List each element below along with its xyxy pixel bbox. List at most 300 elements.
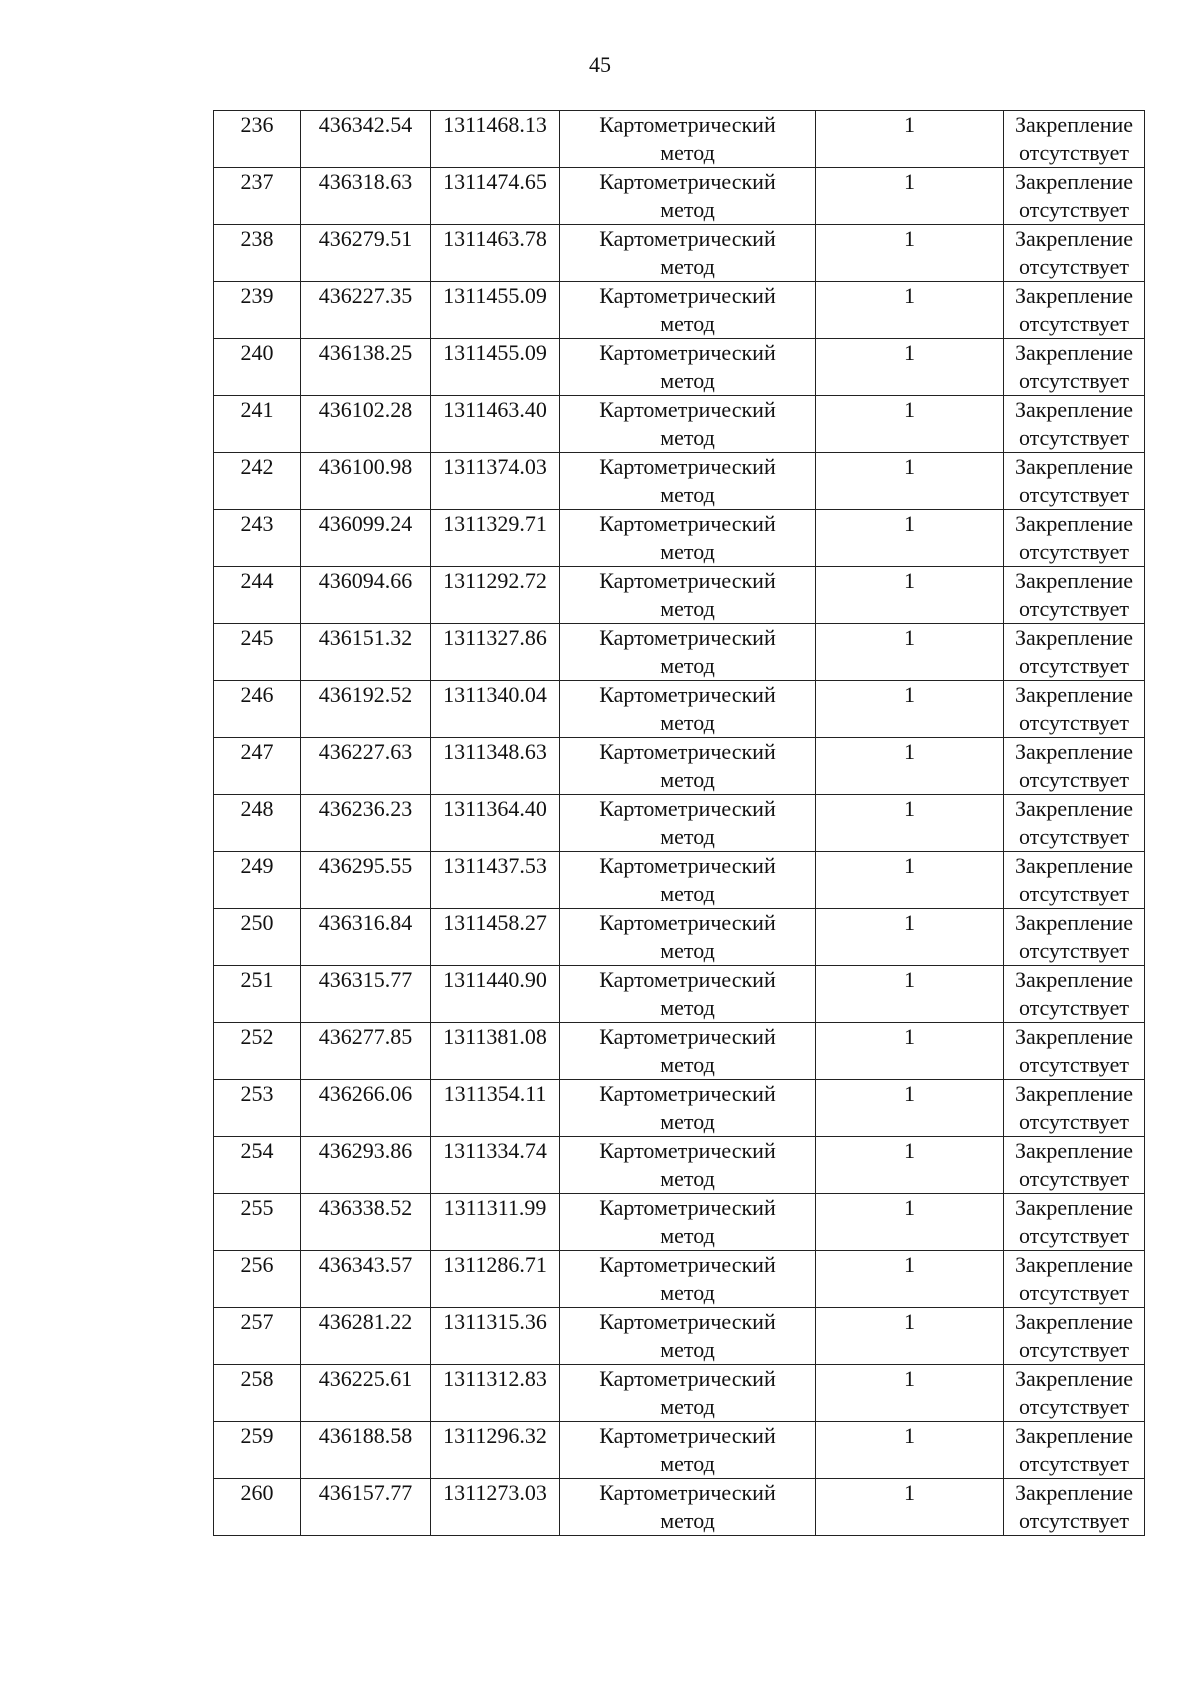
method-cell-text: Картометрический: [599, 1195, 776, 1220]
fixation-cell-text: Закрепление: [1014, 967, 1134, 992]
fixation-cell-text: отсутствует: [1018, 1337, 1130, 1362]
y-coordinate-cell-text: 1311463.78: [443, 226, 547, 251]
accuracy-cell-text: 1: [904, 1195, 915, 1220]
point-number-cell-text: 244: [240, 568, 274, 593]
method-cell-text: Картометрический: [599, 1138, 776, 1163]
fixation-cell-text: отсутствует: [1018, 140, 1130, 165]
accuracy-cell: [816, 1422, 1004, 1479]
point-number-cell: [214, 681, 301, 738]
point-number-cell: [214, 1308, 301, 1365]
method-cell-text: метод: [660, 938, 715, 963]
y-coordinate-cell-text: 1311340.04: [443, 682, 547, 707]
accuracy-cell: [816, 282, 1004, 339]
x-coordinate-cell: [301, 966, 431, 1023]
y-coordinate-cell: [431, 567, 560, 624]
method-cell-text: метод: [660, 1109, 715, 1134]
point-number-cell: [214, 1023, 301, 1080]
accuracy-cell-text: 1: [904, 967, 915, 992]
method-cell: [560, 966, 816, 1023]
fixation-cell-text: Закрепление: [1014, 283, 1134, 308]
method-cell-text: Картометрический: [599, 1024, 776, 1049]
fixation-cell-text: отсутствует: [1018, 710, 1130, 735]
x-coordinate-cell: [301, 339, 431, 396]
y-coordinate-cell-text: 1311315.36: [443, 1309, 547, 1334]
point-number-cell: [214, 567, 301, 624]
method-cell-text: метод: [660, 254, 715, 279]
method-cell: [560, 282, 816, 339]
method-cell-text: Картометрический: [599, 1366, 776, 1391]
fixation-cell: [1004, 111, 1145, 168]
table-row: [214, 1308, 1145, 1365]
fixation-cell-text: отсутствует: [1018, 1109, 1130, 1134]
fixation-cell-text: отсутствует: [1018, 1223, 1130, 1248]
page-number: 45: [589, 52, 611, 77]
point-number-cell: [214, 1251, 301, 1308]
method-cell-text: Картометрический: [599, 625, 776, 650]
method-cell: [560, 1023, 816, 1080]
point-number-cell-text: 236: [240, 112, 274, 137]
x-coordinate-cell-text: 436343.57: [318, 1252, 413, 1277]
method-cell: [560, 168, 816, 225]
fixation-cell-text: отсутствует: [1018, 1508, 1130, 1533]
x-coordinate-cell: [301, 624, 431, 681]
accuracy-cell-text: 1: [904, 112, 915, 137]
accuracy-cell-text: 1: [904, 796, 915, 821]
method-cell: [560, 1194, 816, 1251]
fixation-cell: [1004, 738, 1145, 795]
x-coordinate-cell-text: 436281.22: [318, 1309, 413, 1334]
table-row: [214, 453, 1145, 510]
fixation-cell-text: отсутствует: [1018, 1280, 1130, 1305]
x-coordinate-cell-text: 436227.63: [318, 739, 413, 764]
method-cell-text: метод: [660, 311, 715, 336]
accuracy-cell: [816, 339, 1004, 396]
point-number-cell: [214, 795, 301, 852]
y-coordinate-cell: [431, 1251, 560, 1308]
x-coordinate-cell: [301, 1137, 431, 1194]
table-row: [214, 168, 1145, 225]
fixation-cell-text: Закрепление: [1014, 1423, 1134, 1448]
accuracy-cell: [816, 1080, 1004, 1137]
fixation-cell-text: Закрепление: [1014, 682, 1134, 707]
point-number-cell: [214, 1080, 301, 1137]
method-cell-text: метод: [660, 653, 715, 678]
x-coordinate-cell: [301, 795, 431, 852]
x-coordinate-cell: [301, 510, 431, 567]
method-cell: [560, 738, 816, 795]
fixation-cell-text: отсутствует: [1018, 653, 1130, 678]
table-row: [214, 1251, 1145, 1308]
accuracy-cell-text: 1: [904, 1252, 915, 1277]
accuracy-cell: [816, 795, 1004, 852]
fixation-cell: [1004, 282, 1145, 339]
fixation-cell-text: Закрепление: [1014, 1480, 1134, 1505]
accuracy-cell-text: 1: [904, 1366, 915, 1391]
y-coordinate-cell: [431, 852, 560, 909]
y-coordinate-cell: [431, 909, 560, 966]
x-coordinate-cell: [301, 909, 431, 966]
point-number-cell: [214, 168, 301, 225]
fixation-cell-text: отсутствует: [1018, 539, 1130, 564]
method-cell-text: метод: [660, 539, 715, 564]
method-cell-text: Картометрический: [599, 169, 776, 194]
method-cell: [560, 1308, 816, 1365]
y-coordinate-cell-text: 1311468.13: [443, 112, 547, 137]
y-coordinate-cell-text: 1311327.86: [443, 625, 547, 650]
x-coordinate-cell-text: 436099.24: [318, 511, 413, 536]
x-coordinate-cell: [301, 453, 431, 510]
y-coordinate-cell: [431, 681, 560, 738]
table-row: [214, 510, 1145, 567]
method-cell: [560, 339, 816, 396]
y-coordinate-cell: [431, 738, 560, 795]
y-coordinate-cell-text: 1311311.99: [443, 1195, 547, 1220]
y-coordinate-cell-text: 1311474.65: [443, 169, 547, 194]
fixation-cell-text: отсутствует: [1018, 1166, 1130, 1191]
table-row: [214, 339, 1145, 396]
fixation-cell-text: Закрепление: [1014, 796, 1134, 821]
x-coordinate-cell-text: 436138.25: [318, 340, 413, 365]
method-cell-text: Картометрический: [599, 112, 776, 137]
accuracy-cell-text: 1: [904, 625, 915, 650]
fixation-cell-text: отсутствует: [1018, 881, 1130, 906]
point-number-cell-text: 246: [240, 682, 274, 707]
fixation-cell-text: отсутствует: [1018, 368, 1130, 393]
accuracy-cell: [816, 168, 1004, 225]
y-coordinate-cell-text: 1311437.53: [443, 853, 547, 878]
table-row: [214, 966, 1145, 1023]
accuracy-cell-text: 1: [904, 511, 915, 536]
x-coordinate-cell-text: 436318.63: [318, 169, 413, 194]
fixation-cell-text: Закрепление: [1014, 340, 1134, 365]
fixation-cell-text: отсутствует: [1018, 311, 1130, 336]
y-coordinate-cell-text: 1311381.08: [443, 1024, 547, 1049]
y-coordinate-cell: [431, 1422, 560, 1479]
x-coordinate-cell-text: 436151.32: [318, 625, 413, 650]
x-coordinate-cell-text: 436225.61: [318, 1366, 413, 1391]
y-coordinate-cell: [431, 111, 560, 168]
point-number-cell: [214, 282, 301, 339]
table-row: [214, 111, 1145, 168]
y-coordinate-cell: [431, 168, 560, 225]
table-row: [214, 1194, 1145, 1251]
table-row: [214, 1080, 1145, 1137]
point-number-cell: [214, 111, 301, 168]
y-coordinate-cell: [431, 339, 560, 396]
method-cell-text: Картометрический: [599, 1081, 776, 1106]
fixation-cell-text: Закрепление: [1014, 1309, 1134, 1334]
method-cell: [560, 1365, 816, 1422]
x-coordinate-cell: [301, 168, 431, 225]
point-number-cell: [214, 396, 301, 453]
point-number-cell: [214, 510, 301, 567]
x-coordinate-cell: [301, 1479, 431, 1536]
method-cell-text: Картометрический: [599, 796, 776, 821]
point-number-cell: [214, 225, 301, 282]
fixation-cell-text: Закрепление: [1014, 568, 1134, 593]
point-number-cell: [214, 1479, 301, 1536]
method-cell-text: Картометрический: [599, 511, 776, 536]
method-cell-text: Картометрический: [599, 853, 776, 878]
fixation-cell-text: Закрепление: [1014, 853, 1134, 878]
fixation-cell-text: Закрепление: [1014, 739, 1134, 764]
point-number-cell: [214, 852, 301, 909]
y-coordinate-cell: [431, 1023, 560, 1080]
accuracy-cell: [816, 510, 1004, 567]
x-coordinate-cell-text: 436295.55: [318, 853, 413, 878]
fixation-cell: [1004, 1365, 1145, 1422]
point-number-cell-text: 260: [240, 1480, 274, 1505]
method-cell-text: Картометрический: [599, 1252, 776, 1277]
y-coordinate-cell: [431, 1479, 560, 1536]
fixation-cell: [1004, 1308, 1145, 1365]
y-coordinate-cell: [431, 1194, 560, 1251]
accuracy-cell: [816, 909, 1004, 966]
x-coordinate-cell: [301, 1194, 431, 1251]
table-row: [214, 1365, 1145, 1422]
fixation-cell: [1004, 1194, 1145, 1251]
fixation-cell: [1004, 1023, 1145, 1080]
table-row: [214, 225, 1145, 282]
method-cell-text: метод: [660, 1337, 715, 1362]
y-coordinate-cell-text: 1311440.90: [443, 967, 547, 992]
fixation-cell-text: Закрепление: [1014, 454, 1134, 479]
x-coordinate-cell-text: 436188.58: [318, 1423, 413, 1448]
y-coordinate-cell-text: 1311348.63: [443, 739, 547, 764]
point-number-cell-text: 242: [240, 454, 274, 479]
table-row: [214, 624, 1145, 681]
x-coordinate-cell-text: 436157.77: [318, 1480, 413, 1505]
accuracy-cell-text: 1: [904, 1480, 915, 1505]
point-number-cell: [214, 738, 301, 795]
x-coordinate-cell-text: 436277.85: [318, 1024, 413, 1049]
method-cell-text: метод: [660, 1451, 715, 1476]
method-cell-text: Картометрический: [599, 283, 776, 308]
y-coordinate-cell-text: 1311292.72: [443, 568, 547, 593]
fixation-cell: [1004, 1137, 1145, 1194]
method-cell: [560, 396, 816, 453]
table-row: [214, 567, 1145, 624]
fixation-cell: [1004, 681, 1145, 738]
y-coordinate-cell-text: 1311312.83: [443, 1366, 547, 1391]
method-cell-text: метод: [660, 1394, 715, 1419]
method-cell: [560, 111, 816, 168]
x-coordinate-cell: [301, 738, 431, 795]
method-cell-text: метод: [660, 596, 715, 621]
table-row: [214, 396, 1145, 453]
fixation-cell-text: Закрепление: [1014, 1366, 1134, 1391]
accuracy-cell: [816, 1479, 1004, 1536]
y-coordinate-cell-text: 1311463.40: [443, 397, 547, 422]
table-row: [214, 852, 1145, 909]
method-cell-text: метод: [660, 767, 715, 792]
table-row: [214, 795, 1145, 852]
point-number-cell-text: 243: [240, 511, 274, 536]
accuracy-cell: [816, 852, 1004, 909]
point-number-cell-text: 255: [240, 1195, 274, 1220]
x-coordinate-cell: [301, 567, 431, 624]
y-coordinate-cell-text: 1311296.32: [443, 1423, 547, 1448]
accuracy-cell-text: 1: [904, 1423, 915, 1448]
y-coordinate-cell-text: 1311455.09: [443, 283, 547, 308]
accuracy-cell-text: 1: [904, 340, 915, 365]
method-cell: [560, 852, 816, 909]
method-cell-text: Картометрический: [599, 454, 776, 479]
point-number-cell: [214, 1365, 301, 1422]
fixation-cell: [1004, 1080, 1145, 1137]
method-cell: [560, 624, 816, 681]
method-cell: [560, 681, 816, 738]
method-cell-text: метод: [660, 140, 715, 165]
y-coordinate-cell: [431, 282, 560, 339]
table-row: [214, 681, 1145, 738]
y-coordinate-cell: [431, 225, 560, 282]
accuracy-cell: [816, 1194, 1004, 1251]
method-cell-text: Картометрический: [599, 967, 776, 992]
accuracy-cell: [816, 966, 1004, 1023]
y-coordinate-cell: [431, 1308, 560, 1365]
method-cell-text: Картометрический: [599, 682, 776, 707]
method-cell-text: Картометрический: [599, 1480, 776, 1505]
table-row: [214, 909, 1145, 966]
method-cell-text: Картометрический: [599, 910, 776, 935]
method-cell-text: метод: [660, 881, 715, 906]
point-number-cell: [214, 909, 301, 966]
method-cell: [560, 453, 816, 510]
x-coordinate-cell-text: 436266.06: [318, 1081, 413, 1106]
fixation-cell-text: отсутствует: [1018, 824, 1130, 849]
x-coordinate-cell: [301, 282, 431, 339]
method-cell: [560, 1137, 816, 1194]
method-cell-text: метод: [660, 995, 715, 1020]
x-coordinate-cell: [301, 111, 431, 168]
fixation-cell-text: отсутствует: [1018, 482, 1130, 507]
point-number-cell-text: 247: [240, 739, 274, 764]
accuracy-cell-text: 1: [904, 1081, 915, 1106]
fixation-cell: [1004, 852, 1145, 909]
method-cell-text: метод: [660, 1280, 715, 1305]
y-coordinate-cell-text: 1311273.03: [443, 1480, 547, 1505]
point-number-cell-text: 249: [240, 853, 274, 878]
fixation-cell-text: Закрепление: [1014, 1252, 1134, 1277]
accuracy-cell: [816, 1023, 1004, 1080]
x-coordinate-cell-text: 436227.35: [318, 283, 413, 308]
point-number-cell: [214, 339, 301, 396]
y-coordinate-cell: [431, 1137, 560, 1194]
y-coordinate-cell-text: 1311455.09: [443, 340, 547, 365]
method-cell-text: Картометрический: [599, 1309, 776, 1334]
point-number-cell-text: 253: [240, 1081, 274, 1106]
y-coordinate-cell: [431, 510, 560, 567]
fixation-cell-text: Закрепление: [1014, 1081, 1134, 1106]
fixation-cell: [1004, 396, 1145, 453]
fixation-cell: [1004, 795, 1145, 852]
accuracy-cell: [816, 738, 1004, 795]
method-cell-text: метод: [660, 710, 715, 735]
point-number-cell-text: 257: [240, 1309, 274, 1334]
y-coordinate-cell-text: 1311329.71: [443, 511, 547, 536]
point-number-cell-text: 254: [240, 1138, 274, 1163]
y-coordinate-cell: [431, 966, 560, 1023]
y-coordinate-cell-text: 1311334.74: [443, 1138, 547, 1163]
fixation-cell-text: отсутствует: [1018, 1394, 1130, 1419]
accuracy-cell: [816, 1308, 1004, 1365]
x-coordinate-cell: [301, 396, 431, 453]
table-row: [214, 1479, 1145, 1536]
fixation-cell: [1004, 339, 1145, 396]
method-cell: [560, 225, 816, 282]
x-coordinate-cell-text: 436094.66: [318, 568, 413, 593]
point-number-cell: [214, 966, 301, 1023]
method-cell: [560, 510, 816, 567]
accuracy-cell-text: 1: [904, 682, 915, 707]
accuracy-cell-text: 1: [904, 910, 915, 935]
accuracy-cell-text: 1: [904, 568, 915, 593]
point-number-cell: [214, 1422, 301, 1479]
x-coordinate-cell: [301, 1422, 431, 1479]
accuracy-cell: [816, 1137, 1004, 1194]
y-coordinate-cell-text: 1311364.40: [443, 796, 547, 821]
point-number-cell-text: 237: [240, 169, 274, 194]
point-number-cell-text: 250: [240, 910, 274, 935]
point-number-cell-text: 248: [240, 796, 274, 821]
table-row: [214, 1422, 1145, 1479]
fixation-cell: [1004, 168, 1145, 225]
y-coordinate-cell-text: 1311354.11: [443, 1081, 547, 1106]
method-cell-text: метод: [660, 482, 715, 507]
table-row: [214, 738, 1145, 795]
point-number-cell-text: 251: [240, 967, 274, 992]
y-coordinate-cell: [431, 453, 560, 510]
point-number-cell-text: 259: [240, 1423, 274, 1448]
coordinates-table-body: [214, 111, 1145, 1536]
fixation-cell-text: отсутствует: [1018, 254, 1130, 279]
method-cell: [560, 1479, 816, 1536]
x-coordinate-cell: [301, 1365, 431, 1422]
x-coordinate-cell-text: 436338.52: [318, 1195, 413, 1220]
x-coordinate-cell: [301, 1308, 431, 1365]
method-cell-text: Картометрический: [599, 1423, 776, 1448]
table-row: [214, 1137, 1145, 1194]
fixation-cell-text: отсутствует: [1018, 1052, 1130, 1077]
fixation-cell: [1004, 510, 1145, 567]
accuracy-cell: [816, 681, 1004, 738]
method-cell: [560, 1251, 816, 1308]
method-cell: [560, 795, 816, 852]
fixation-cell-text: Закрепление: [1014, 625, 1134, 650]
table-row: [214, 1023, 1145, 1080]
fixation-cell-text: Закрепление: [1014, 397, 1134, 422]
x-coordinate-cell-text: 436315.77: [318, 967, 413, 992]
fixation-cell-text: Закрепление: [1014, 226, 1134, 251]
y-coordinate-cell-text: 1311458.27: [443, 910, 547, 935]
y-coordinate-cell: [431, 396, 560, 453]
y-coordinate-cell: [431, 624, 560, 681]
method-cell-text: метод: [660, 368, 715, 393]
x-coordinate-cell: [301, 1080, 431, 1137]
fixation-cell-text: отсутствует: [1018, 596, 1130, 621]
coordinates-table: [213, 110, 1145, 1536]
accuracy-cell-text: 1: [904, 1309, 915, 1334]
method-cell-text: метод: [660, 425, 715, 450]
method-cell: [560, 909, 816, 966]
method-cell-text: Картометрический: [599, 397, 776, 422]
method-cell: [560, 1422, 816, 1479]
fixation-cell-text: Закрепление: [1014, 169, 1134, 194]
x-coordinate-cell-text: 436316.84: [318, 910, 413, 935]
accuracy-cell-text: 1: [904, 397, 915, 422]
point-number-cell: [214, 453, 301, 510]
